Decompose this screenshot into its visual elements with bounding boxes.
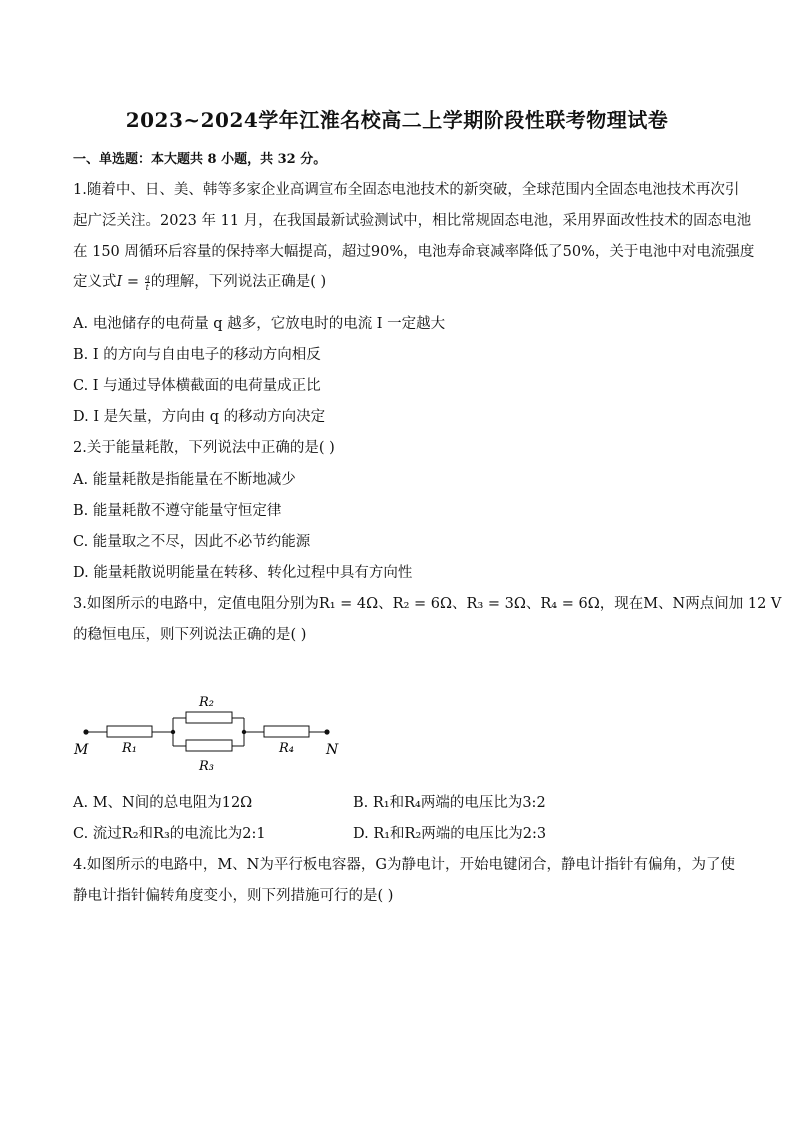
q1-option-d: D. I 是矢量，方向由 q 的移动方向决定 [73, 409, 326, 425]
label-n: N [326, 742, 339, 758]
q2-option-c: C. 能量取之不尽，因此不必节约能源 [73, 534, 311, 550]
circuit-diagram [72, 688, 372, 778]
terminal-n [324, 729, 329, 734]
label-r4: R₄ [279, 741, 294, 756]
q3-option-d: D. R₁和R₂两端的电压比为2:3 [353, 826, 547, 842]
section-heading: 一、单选题：本大题共 8 小题，共 32 分。 [73, 152, 327, 167]
q2-option-b: B. 能量耗散不遵守能量守恒定律 [73, 503, 282, 519]
terminal-m [83, 729, 88, 734]
formula-var: I [116, 274, 123, 290]
q1-stem-suffix: 的理解，下列说法正确是( ) [150, 274, 327, 290]
q1-stem-line-1: 1.随着中、日、美、韩等多家企业高调宣布全固态电池技术的新突破，全球范围内全固态电池技术再次引 [73, 182, 740, 198]
q1-option-c: C. I 与通过导体横截面的电荷量成正比 [73, 378, 321, 394]
q1-stem-prefix: 定义式 [73, 274, 117, 290]
label-m: M [74, 742, 89, 758]
q3-stem-line-1: 3.如图所示的电路中，定值电阻分别为R₁ = 4Ω、R₂ = 6Ω、R₃ = 3Ω、R₄ = 6Ω，现在M、N两点间加 12 V [73, 596, 782, 612]
resistor-r2 [186, 712, 232, 723]
q4-stem-line-1: 4.如图所示的电路中，M、N为平行板电容器，G为静电计，开始电键闭合，静电计指针有偏角，为了使 [73, 857, 735, 873]
q1-option-b: B. I 的方向与自由电子的移动方向相反 [73, 347, 321, 363]
resistor-r1 [107, 726, 152, 737]
q2-stem: 2.关于能量耗散，下列说法中正确的是( ) [73, 440, 335, 456]
exam-title: 2023~2024学年江淮名校高二上学期阶段性联考物理试卷 [125, 108, 669, 132]
q3-option-a: A. M、N间的总电阻为12Ω [73, 795, 253, 811]
fraction-numerator: q [144, 272, 150, 282]
formula-fraction [145, 273, 150, 292]
q3-option-b: B. R₁和R₄两端的电压比为3:2 [353, 795, 546, 811]
label-r2: R₂ [199, 695, 214, 710]
q1-stem-line-4 [73, 270, 326, 292]
label-r3: R₃ [199, 759, 214, 774]
q1-option-a: A. 电池储存的电荷量 q 越多，它放电时的电流 I 一定越大 [73, 316, 446, 332]
q1-stem-line-3: 在 150 周循环后容量的保持率大幅提高，超过90%，电池寿命衰减率降低了50%，关于电池中对电流强度 [73, 244, 755, 260]
label-r1: R₁ [122, 741, 137, 756]
fraction-denominator: t [145, 282, 149, 292]
resistor-r3 [186, 740, 232, 751]
resistor-r4 [264, 726, 309, 737]
q1-stem-line-2: 起广泛关注。2023 年 11 月，在我国最新试验测试中，相比常规固态电池，采用界面改性技术的固态电池 [73, 213, 752, 229]
q3-option-c: C. 流过R₂和R₃的电流比为2:1 [73, 826, 266, 842]
formula-eq: = [122, 274, 144, 290]
junction-right [242, 730, 246, 734]
q2-option-a: A. 能量耗散是指能量在不断地减少 [73, 472, 296, 488]
q2-option-d: D. 能量耗散说明能量在转移、转化过程中具有方向性 [73, 565, 413, 581]
junction-left [171, 730, 175, 734]
q4-stem-line-2: 静电计指针偏转角度变小，则下列措施可行的是( ) [73, 888, 394, 904]
q3-stem-line-2: 的稳恒电压，则下列说法正确的是( ) [73, 627, 307, 643]
